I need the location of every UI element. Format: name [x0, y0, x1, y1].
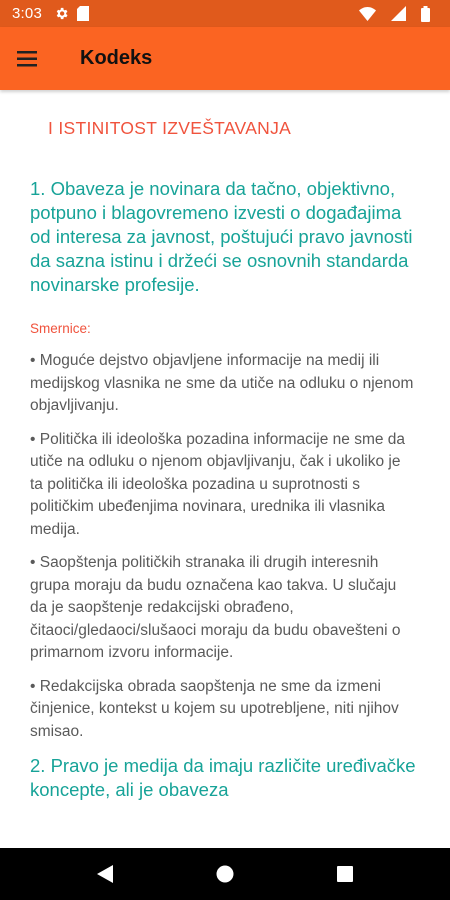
sd-card-icon — [77, 6, 89, 21]
article-paragraph: 1. Obaveza je novinara da tačno, objektivno, potpuno i blagovremeno izvesti o događajima od interesa za javnost, poštujući pravo javnosti da sazna istinu i držeći se osnovnih standarda novinarske profesije. — [30, 178, 413, 295]
back-triangle-icon[interactable] — [45, 848, 165, 900]
article-paragraph: 2. Pravo je medija da imaju različite uređivačke koncepte, ali je obaveza — [30, 755, 416, 800]
app-title: Kodeks — [80, 47, 153, 69]
guideline-item: • Redakcijska obrada saopštenja ne sme da izmeni činjenice, kontekst u kojem su upotrebljene, niti njihov smisao. — [30, 677, 399, 740]
guidelines-label: Smernice: — [30, 321, 91, 336]
app-bar — [0, 27, 450, 90]
guideline-item: • Saopštenja političkih stranaka ili drugih interesnih grupa moraju da budu označena kao takva. U slučaju da je saopštenje redakcijski obrađeno, čitaoci/gledaoci/slušaoci moraju da budu obavešteni o primarnom izvoru informacije. — [30, 554, 401, 661]
recents-square-icon[interactable] — [285, 848, 405, 900]
guideline-item: • Moguće dejstvo objavljene informacije na medij ili medijskog vlasnika ne sme da utiče na odluku o njenom objavljivanju. — [30, 352, 414, 414]
guideline-item: • Politička ili ideološka pozadina informacije ne sme da utiče na odluku o njenom objavljivanju, čak i ukoliko je ta politička ili ideološka pozadina u suprotnosti s političkim ubeđenjima novinara, urednika ili vlasnika medija. — [30, 430, 406, 538]
settings-icon — [54, 6, 69, 21]
status-bar — [0, 0, 450, 27]
status-time: 3:03 — [12, 5, 42, 22]
home-circle-icon[interactable] — [165, 848, 285, 900]
hamburger-menu-icon[interactable] — [0, 32, 54, 86]
article-content[interactable] — [0, 90, 450, 808]
signal-icon — [391, 6, 406, 21]
section-title: I ISTINITOST IZVEŠTAVANJA — [48, 118, 292, 138]
wifi-icon — [359, 7, 376, 21]
navigation-bar — [0, 848, 450, 900]
battery-icon — [421, 6, 430, 22]
guidelines-list — [30, 350, 416, 743]
